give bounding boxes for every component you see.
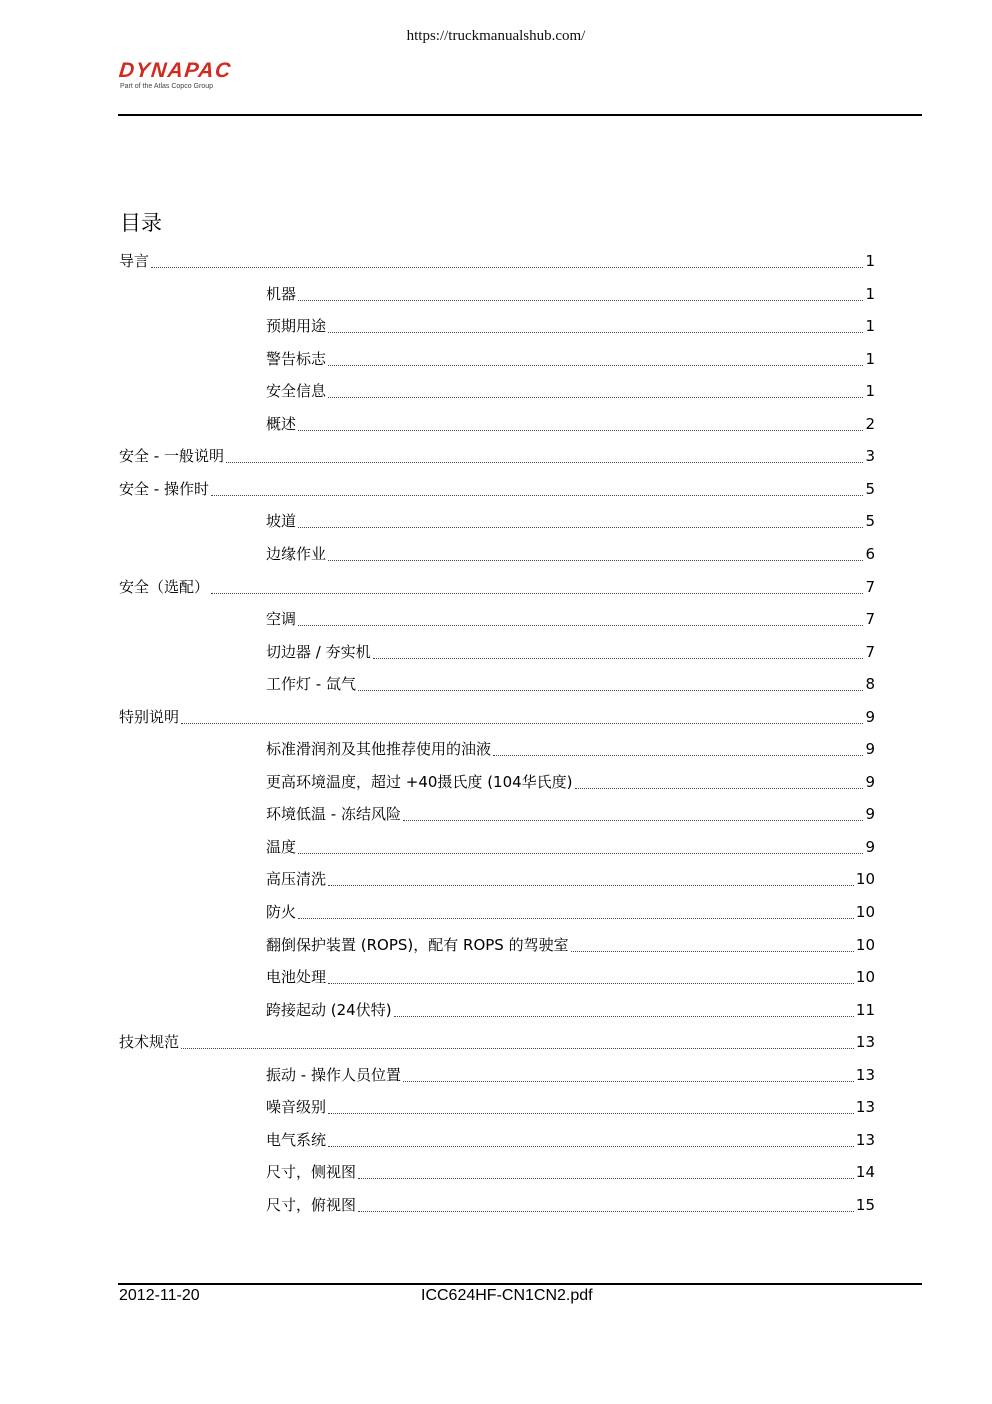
toc-entry-title: 环境低温 - 冻结风险	[266, 805, 401, 824]
toc-entry[interactable]	[266, 1161, 875, 1185]
toc-entry-page: 10	[855, 903, 875, 921]
toc-entry-title: 电池处理	[266, 968, 327, 987]
toc-leader-dots	[181, 1047, 854, 1049]
toc-entry-page: 1	[865, 284, 875, 303]
toc-entry-page: 6	[865, 544, 875, 563]
toc-entry-page: 13	[855, 1065, 875, 1084]
toc-entry[interactable]	[266, 901, 875, 925]
toc-leader-dots	[358, 1177, 854, 1179]
toc-entry-page: 10	[855, 870, 875, 889]
toc-entry[interactable]	[266, 348, 875, 372]
toc-entry-title: 边缘作业	[266, 544, 327, 563]
toc-leader-dots	[298, 917, 854, 919]
toc-entry[interactable]	[266, 641, 875, 665]
toc-entry[interactable]	[266, 608, 875, 632]
toc-leader-dots	[575, 787, 864, 789]
toc-entry-title: 高压清洗	[266, 870, 327, 889]
toc-entry-title: 翻倒保护装置 (ROPS)，配有 ROPS 的驾驶室	[266, 935, 569, 954]
toc-leader-dots	[493, 754, 863, 756]
toc-entry-title: 标准滑润剂及其他推荐使用的油液	[266, 740, 492, 759]
toc-leader-dots	[328, 364, 863, 366]
toc-entry-page: 9	[865, 772, 875, 791]
toc-title: 目录	[120, 211, 162, 235]
toc-entry-page: 10	[855, 935, 875, 954]
toc-leader-dots	[226, 461, 864, 463]
toc-leader-dots	[403, 1080, 854, 1082]
dynapac-logo	[117, 59, 284, 94]
logo-wordmark: DYNAPAC	[117, 59, 234, 82]
toc-entry[interactable]	[119, 576, 875, 600]
toc-entry[interactable]	[266, 738, 875, 762]
toc-leader-dots	[298, 429, 863, 431]
toc-entry-title: 概述	[266, 414, 297, 433]
toc-entry-title: 技术规范	[119, 1033, 180, 1052]
toc-entry-title: 安全 - 操作时	[119, 479, 209, 498]
toc-entry-title: 导言	[119, 252, 150, 270]
toc-entry-page: 1	[865, 382, 875, 401]
toc-leader-dots	[403, 819, 864, 821]
toc-entry[interactable]	[266, 380, 875, 404]
toc-entry-title: 安全 - 一般说明	[119, 447, 224, 466]
footer-date: 2012-11-20	[119, 1287, 200, 1304]
toc-leader-dots	[151, 266, 863, 268]
toc-entry-page: 13	[855, 1098, 875, 1117]
toc-entry-page: 9	[865, 837, 875, 856]
toc-entry-page: 3	[865, 447, 875, 466]
toc-entry[interactable]	[119, 1031, 875, 1055]
toc-entry-page: 14	[855, 1163, 875, 1182]
toc-entry-title: 安全信息	[266, 382, 327, 401]
toc-entry-title: 机器	[266, 284, 297, 303]
footer-filename: ICC624HF-CN1CN2.pdf	[421, 1287, 593, 1304]
toc-entry[interactable]	[266, 771, 875, 795]
header-divider	[118, 114, 922, 116]
toc-leader-dots	[181, 722, 863, 724]
toc-leader-dots	[298, 624, 863, 626]
toc-entry[interactable]	[266, 999, 875, 1023]
footer-divider	[118, 1283, 922, 1285]
toc-entry-title: 特别说明	[119, 707, 180, 726]
logo-tagline: Part of the Atlas Copco Group	[120, 83, 213, 90]
toc-entry-title: 噪音级别	[266, 1098, 327, 1117]
toc-entry-page: 15	[855, 1195, 875, 1214]
toc-leader-dots	[328, 559, 863, 561]
toc-entry-page: 5	[865, 479, 875, 498]
toc-entry-title: 空调	[266, 610, 297, 629]
toc-entry-page: 2	[865, 414, 875, 433]
toc-leader-dots	[394, 1015, 854, 1017]
toc-entry[interactable]	[119, 478, 875, 502]
toc-entry-title: 防火	[266, 903, 297, 921]
toc-entry[interactable]	[119, 250, 875, 274]
toc-entry-page: 13	[855, 1130, 875, 1149]
toc-entry-page: 1	[865, 349, 875, 368]
toc-leader-dots	[328, 884, 854, 886]
toc-leader-dots	[298, 299, 863, 301]
toc-leader-dots	[328, 1145, 854, 1147]
toc-entry[interactable]	[266, 1096, 875, 1120]
toc-leader-dots	[328, 1112, 854, 1114]
toc-leader-dots	[211, 592, 863, 594]
toc-entry-title: 尺寸，侧视图	[266, 1163, 357, 1182]
toc-entry-title: 尺寸，俯视图	[266, 1195, 357, 1214]
toc-entry-title: 温度	[266, 837, 297, 856]
toc-entry-page: 1	[865, 252, 875, 270]
toc-entry-page: 5	[865, 512, 875, 531]
toc-leader-dots	[358, 689, 864, 691]
toc-entry[interactable]	[266, 1129, 875, 1153]
toc-entry-page: 9	[865, 707, 875, 726]
toc-entry[interactable]	[266, 315, 875, 339]
toc-leader-dots	[298, 852, 863, 854]
toc-entry[interactable]	[266, 836, 875, 860]
toc-entry[interactable]	[266, 413, 875, 437]
toc-entry-page: 8	[865, 675, 875, 694]
toc-entry-page: 7	[865, 610, 875, 629]
toc-entry-title: 工作灯 - 氙气	[266, 675, 356, 694]
toc-entry[interactable]	[266, 283, 875, 307]
toc-entry-page: 10	[855, 968, 875, 987]
toc-entry[interactable]	[266, 543, 875, 567]
toc-entry[interactable]	[266, 966, 875, 990]
toc-entry[interactable]	[266, 673, 875, 697]
toc-entry-title: 坡道	[266, 512, 297, 531]
toc-entry-title: 切边器 / 夯实机	[266, 642, 371, 661]
toc-entry-title: 振动 - 操作人员位置	[266, 1065, 401, 1084]
toc-entry-title: 电气系统	[266, 1130, 327, 1149]
toc-leader-dots	[211, 494, 864, 496]
toc-entry[interactable]	[266, 868, 875, 892]
toc-entry-title: 跨接起动 (24伏特)	[266, 1000, 392, 1019]
toc-entry-page: 7	[865, 577, 875, 596]
toc-leader-dots	[328, 331, 863, 333]
toc-entry-page: 1	[865, 317, 875, 336]
header-url[interactable]: https://truckmanualshub.com/	[406, 28, 586, 44]
toc-entry[interactable]	[119, 445, 875, 469]
toc-entry[interactable]	[266, 934, 875, 958]
toc-leader-dots	[298, 526, 863, 528]
toc-entry-title: 安全（选配）	[119, 577, 210, 596]
toc-entry-page: 11	[855, 1000, 875, 1019]
toc-entry-title: 警告标志	[266, 349, 327, 368]
toc-entry-page: 9	[865, 805, 875, 824]
toc-leader-dots	[358, 1210, 854, 1212]
toc-entry[interactable]	[119, 706, 875, 730]
toc-entry-title: 更高环境温度，超过 +40摄氏度 (104华氏度)	[266, 772, 573, 791]
toc-leader-dots	[571, 950, 854, 952]
toc-entry-page: 7	[865, 642, 875, 661]
toc-leader-dots	[373, 657, 864, 659]
toc-leader-dots	[328, 982, 854, 984]
toc-entry[interactable]	[266, 1194, 875, 1218]
toc-leader-dots	[328, 396, 863, 398]
toc-entry[interactable]	[266, 803, 875, 827]
toc-entry-page: 13	[855, 1033, 875, 1052]
toc-entry-page: 9	[865, 740, 875, 759]
toc-entry[interactable]	[266, 1064, 875, 1088]
toc-entry-title: 预期用途	[266, 317, 327, 336]
toc-entry[interactable]	[266, 510, 875, 534]
